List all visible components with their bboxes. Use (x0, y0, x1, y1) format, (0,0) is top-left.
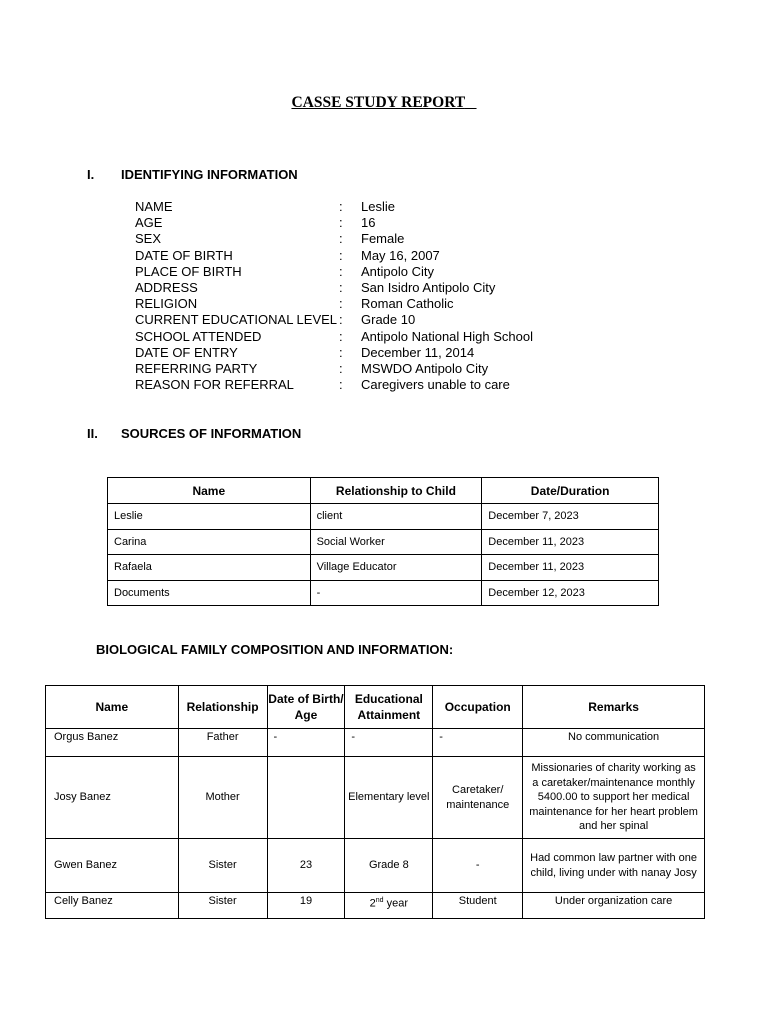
table-row (46, 893, 705, 919)
table-cell: - (433, 839, 523, 893)
info-label: PLACE OF BIRTH (135, 263, 242, 279)
table-row (108, 504, 659, 530)
table-cell: December 7, 2023 (482, 504, 659, 530)
table-cell: No communication (523, 729, 705, 757)
table-cell: Leslie (108, 504, 311, 530)
section-title: BIOLOGICAL FAMILY COMPOSITION AND INFORMATION: (96, 642, 454, 657)
table-cell: Had common law partner with one child, living under with nanay Josy (523, 839, 705, 893)
table-cell: client (310, 504, 482, 530)
column-header: Educational Attainment (345, 686, 433, 729)
info-value: December 11, 2014 (361, 344, 475, 360)
info-value: Caregivers unable to care (361, 377, 510, 393)
table-row (46, 839, 705, 893)
column-header: Relationship (178, 686, 267, 729)
table-cell: Caretaker/ maintenance (433, 757, 523, 839)
info-value: Roman Catholic (361, 296, 454, 312)
table-cell: Rafaela (108, 555, 311, 581)
info-colon: : (339, 296, 343, 312)
table-cell: Josy Banez (46, 757, 179, 839)
table-cell: Sister (178, 839, 267, 893)
table-row (108, 580, 659, 606)
table-cell: Student (433, 893, 523, 919)
table-header-row (108, 478, 659, 504)
info-colon: : (339, 231, 343, 247)
info-label: NAME (135, 199, 173, 214)
info-label: SCHOOL ATTENDED (135, 328, 262, 344)
table-cell: Orgus Banez (46, 729, 179, 757)
info-colon: : (339, 344, 343, 360)
column-header: Name (46, 686, 179, 729)
table-cell: Social Worker (310, 529, 482, 555)
info-colon: : (339, 279, 343, 295)
info-value: Antipolo City (361, 263, 434, 279)
table-cell: Sister (178, 893, 267, 919)
table-cell: December 11, 2023 (482, 529, 659, 555)
column-header: Remarks (523, 686, 705, 729)
table-cell: Mother (178, 757, 267, 839)
table-header-row (46, 686, 705, 729)
section-title: SOURCES OF INFORMATION (121, 426, 302, 441)
info-label: REASON FOR REFERRAL (135, 377, 294, 393)
table-cell: Celly Banez (46, 893, 179, 919)
family-table (45, 685, 705, 919)
info-label: RELIGION (135, 296, 198, 312)
info-colon: : (339, 263, 343, 279)
info-colon: : (339, 312, 343, 328)
info-colon: : (339, 247, 343, 263)
table-row (108, 555, 659, 581)
table-cell: Documents (108, 580, 311, 606)
info-value: May 16, 2007 (361, 247, 440, 263)
section-number: II. (87, 426, 98, 441)
table-cell: Father (178, 729, 267, 757)
info-colon: : (339, 328, 343, 344)
table-cell: Under organization care (523, 893, 705, 919)
info-label: ADDRESS (135, 279, 198, 295)
table-row (46, 757, 705, 839)
table-cell: 19 (267, 893, 345, 919)
table-cell: Village Educator (310, 555, 482, 581)
info-value: Female (361, 231, 405, 247)
info-value: 16 (361, 215, 376, 231)
info-value: Leslie (361, 199, 395, 214)
table-cell: - (310, 580, 482, 606)
section-title: IDENTIFYING INFORMATION (121, 167, 298, 182)
info-label: CURRENT EDUCATIONAL LEVEL (135, 312, 338, 328)
table-cell: Elementary level (345, 757, 433, 839)
column-header: Occupation (433, 686, 523, 729)
info-label: DATE OF BIRTH (135, 247, 233, 263)
table-cell (267, 757, 345, 839)
info-label: DATE OF ENTRY (135, 344, 238, 360)
info-colon: : (339, 215, 343, 231)
info-colon: : (339, 199, 343, 214)
info-value: MSWDO Antipolo City (361, 360, 489, 376)
table-cell: Missionaries of charity working as a caretaker/maintenance monthly 5400.00 to support her medical maintenance for her heart problem and her spinal (523, 757, 705, 839)
info-colon: : (339, 360, 343, 376)
info-value: Grade 10 (361, 312, 416, 328)
sources-table (107, 477, 659, 606)
table-cell: - (267, 729, 345, 757)
info-value: Antipolo National High School (361, 328, 533, 344)
column-header: Name (108, 478, 311, 504)
table-cell: Gwen Banez (46, 839, 179, 893)
info-value: San Isidro Antipolo City (361, 279, 496, 295)
column-header: Date/Duration (482, 478, 659, 504)
info-colon: : (339, 377, 343, 393)
info-label: AGE (135, 215, 163, 231)
info-label: REFERRING PARTY (135, 360, 258, 376)
table-cell: 2nd year (345, 893, 433, 919)
table-cell: 23 (267, 839, 345, 893)
table-cell: December 12, 2023 (482, 580, 659, 606)
section-number: I. (87, 167, 95, 182)
table-row (46, 729, 705, 757)
info-label: SEX (135, 231, 162, 247)
column-header: Date of Birth/ Age (267, 686, 345, 729)
table-cell: - (433, 729, 523, 757)
table-cell: Carina (108, 529, 311, 555)
table-cell: - (345, 729, 433, 757)
table-cell: December 11, 2023 (482, 555, 659, 581)
table-row (108, 529, 659, 555)
section-family-heading (96, 642, 453, 657)
report-title: CASSE STUDY REPORT (291, 94, 465, 111)
table-cell: Grade 8 (345, 839, 433, 893)
column-header: Relationship to Child (310, 478, 482, 504)
